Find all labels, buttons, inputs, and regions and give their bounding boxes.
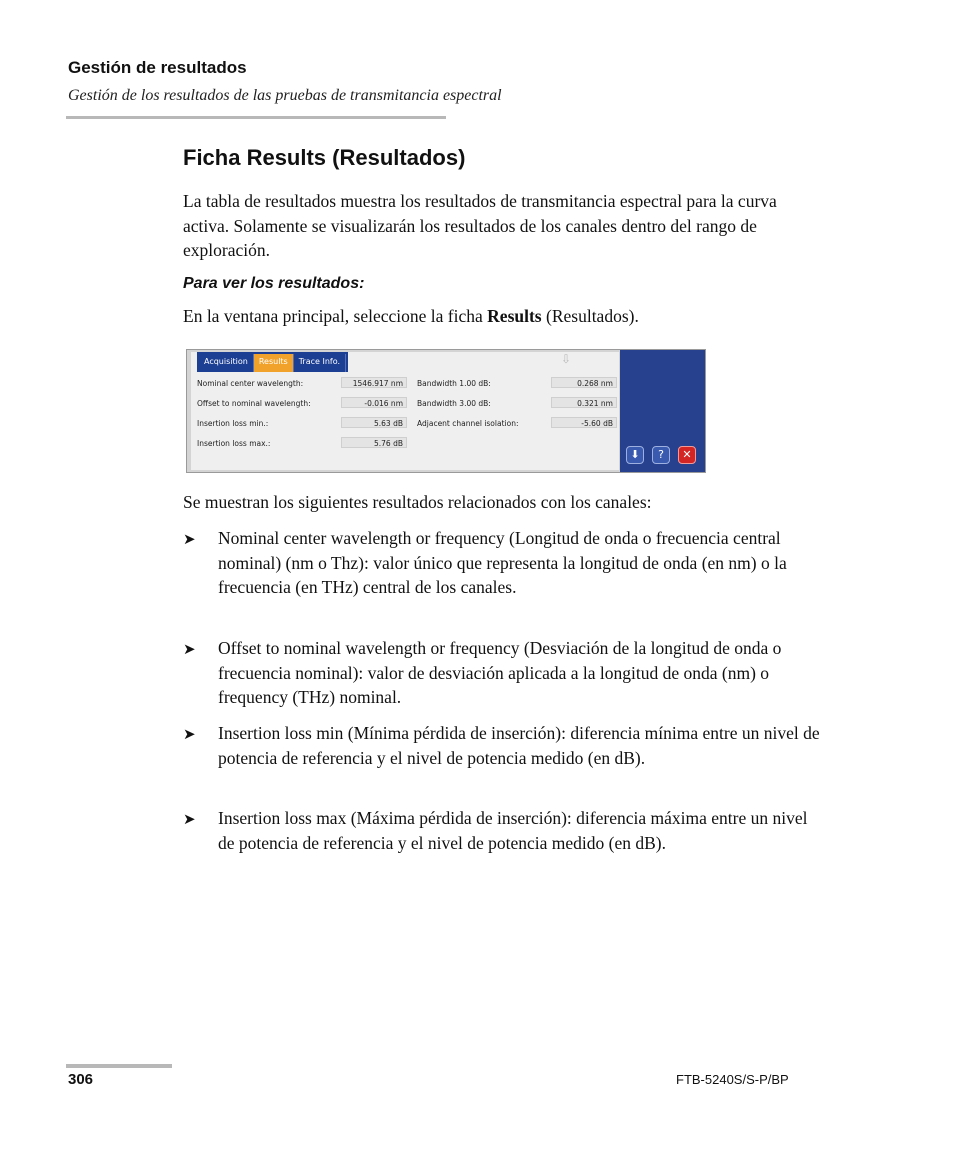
adjacent-channel-isolation-value: -5.60 dB (551, 417, 617, 428)
close-icon[interactable]: ✕ (678, 446, 696, 464)
side-panel (620, 350, 706, 472)
tab-results[interactable]: Results (254, 354, 294, 372)
procedure-heading: Para ver los resultados: (183, 275, 365, 292)
chapter-title: Gestión de resultados (68, 58, 247, 77)
bandwidth-3db-label: Bandwidth 3.00 dB: (417, 399, 491, 408)
footer-rule (66, 1064, 172, 1068)
bandwidth-3db-value: 0.321 nm (551, 397, 617, 408)
section-subtitle: Gestión de los resultados de las pruebas de transmitancia espectral (68, 87, 502, 104)
results-tab-screenshot (186, 349, 706, 473)
intro-paragraph: La tabla de resultados muestra los resultados de transmitancia espectral para la curva activa. Solamente se visualizarán los resultados de los canales dentro del rango de exploración. (183, 191, 777, 260)
offset-nominal-wavelength-label: Offset to nominal wavelength: (197, 399, 311, 408)
procedure-step (183, 304, 823, 329)
insertion-loss-min-value: 5.63 dB (341, 417, 407, 428)
insertion-loss-max-label: Insertion loss max.: (197, 439, 271, 448)
insertion-loss-max-value: 5.76 dB (341, 437, 407, 448)
tab-trace-info[interactable]: Trace Info. (294, 354, 346, 372)
arrow-bullet-icon: ➤ (183, 530, 196, 548)
help-icon[interactable]: ? (652, 446, 670, 464)
arrow-bullet-icon: ➤ (183, 810, 196, 828)
scroll-down-icon[interactable]: ⇩ (560, 352, 572, 366)
nominal-center-wavelength-value: 1546.917 nm (341, 377, 407, 388)
product-model: FTB-5240S/S-P/BP (676, 1072, 789, 1087)
bullet-text: Insertion loss min (Mínima pérdida de inserción): diferencia mínima entre un nivel de potencia de referencia y el nivel de potencia medido (en dB). (218, 723, 820, 768)
arrow-bullet-icon: ➤ (183, 640, 196, 658)
page-number: 306 (68, 1071, 94, 1088)
step-text-before: En la ventana principal, seleccione la ficha (183, 306, 488, 326)
bandwidth-1db-value: 0.268 nm (551, 377, 617, 388)
offset-nominal-wavelength-value: -0.016 nm (341, 397, 407, 408)
bullet-text: Offset to nominal wavelength or frequency (Desviación de la longitud de onda o frecuencia nominal): valor de desviación aplicada a la longitud de onda (nm) o frequency (THz) nominal. (218, 638, 782, 707)
page-title: Ficha Results (Resultados) (183, 145, 466, 170)
bandwidth-1db-label: Bandwidth 1.00 dB: (417, 379, 491, 388)
results-panel (191, 352, 619, 470)
bullet-text: Nominal center wavelength or frequency (Longitud de onda o frecuencia central nominal) (nm o Thz): valor único que representa la longitud de onda (en nm) o la frecuencia (en THz) central de los canales. (218, 528, 787, 597)
nominal-center-wavelength-label: Nominal center wavelength: (197, 379, 304, 388)
download-icon[interactable]: ⬇ (626, 446, 644, 464)
tab-acquisition[interactable]: Acquisition (199, 354, 254, 372)
list-intro: Se muestran los siguientes resultados relacionados con los canales: (183, 492, 652, 512)
tab-bar (197, 352, 348, 372)
header-rule (66, 116, 446, 119)
adjacent-channel-isolation-label: Adjacent channel isolation: (417, 419, 519, 428)
arrow-bullet-icon: ➤ (183, 725, 196, 743)
insertion-loss-min-label: Insertion loss min.: (197, 419, 269, 428)
step-bold-term: Results (487, 306, 542, 326)
bullet-text: Insertion loss max (Máxima pérdida de inserción): diferencia máxima entre un nivel de potencia de referencia y el nivel de potencia medido (en dB). (218, 808, 808, 853)
step-text-after: (Resultados). (541, 306, 639, 326)
